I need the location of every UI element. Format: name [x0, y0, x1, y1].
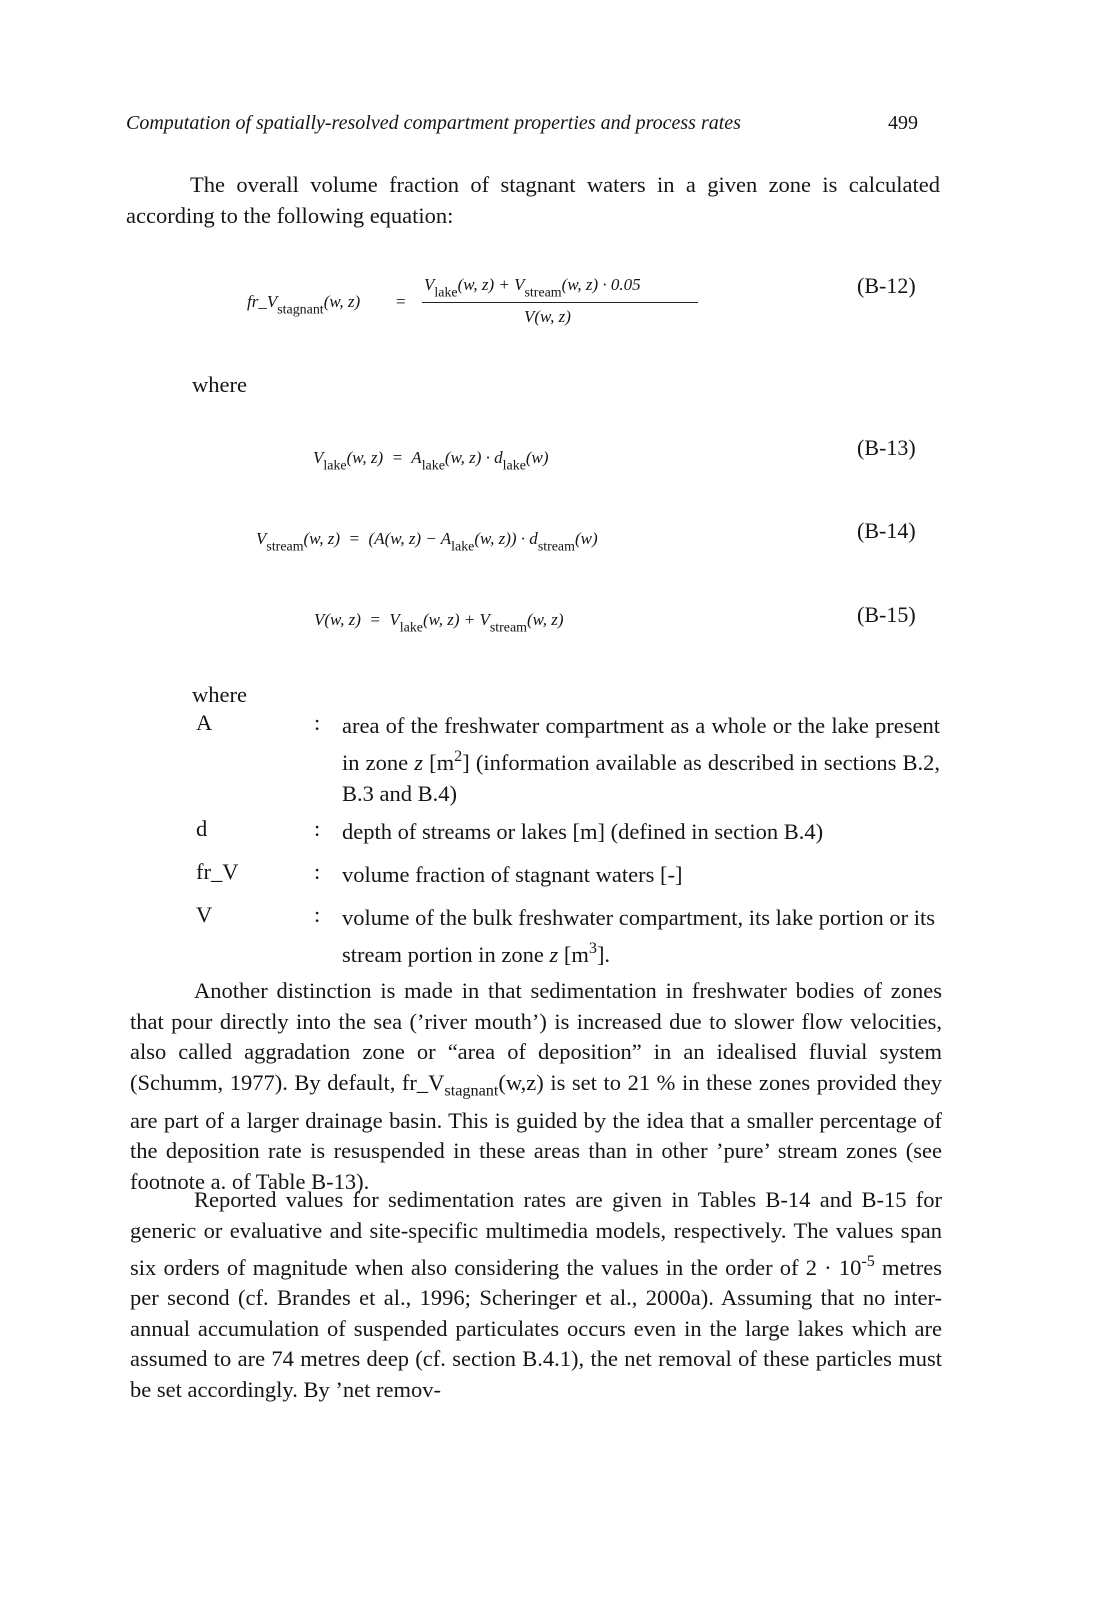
definition-colon: :	[314, 902, 321, 927]
definition-desc-d: depth of streams or lakes [m] (defined in section B.4)	[342, 819, 824, 844]
page-number: 499	[888, 112, 918, 134]
definition-term-d: d	[196, 816, 208, 841]
definition-colon: :	[314, 710, 321, 735]
definition-colon: :	[314, 859, 321, 884]
where-label-2: where	[192, 682, 247, 707]
eq-b15: V(w, $z) = V_{lake}(w$, $z) + V_{stream}(w$, z)	[314, 610, 564, 636]
definition-term-fr-v: fr_V	[196, 859, 239, 884]
eq-b13-label: (B-13)	[857, 435, 916, 460]
eq-b12-lhs: $fr\_V_{stagnant}(w$, z)	[247, 292, 361, 318]
eq-b13: $V_{lake}(w$, $z) = A_{lake}(w$, $z) \cdot d_{lake}(w)$	[313, 448, 549, 474]
eq-b12-fraction-bar	[422, 302, 698, 303]
definition-term-A: A	[196, 710, 213, 735]
eq-b12-numerator: $V_{lake}(w$, $z) + V_{stream}(w$, z) · 0.05	[424, 275, 641, 301]
body-paragraph-2: Reported values for sedimentation rates are given in Tables B-14 and B-15 for generic or evaluative and site-specific multimedia models, respectively. The values span six orders of magnitude when also considering the values in the order of $2 \cdot 10^{-5}$ metres per second (cf. Brandes et al., 1996; Scheringer et al., 2000a). Assuming that no inter-annual accumulation of suspended particulates occurs even in the large lakes which are assumed to are 74 metres deep (cf. section B.4.1), the net removal of these particles must be set accordingly. By ’net remov-	[130, 1187, 942, 1402]
body-paragraph-1: Another distinction is made in that sedimentation in freshwater bodies of zones that pour directly into the sea (’river mouth’) is increased due to slower flow velocities, also called aggradation zone or “area of deposition” in an idealised fluvial system (Schumm, 1977). By default, $fr\_V_{stagnant}(w,z)$ is set to 21 % in these zones provided they are part of a larger drainage basin. This is guided by the idea that a smaller percentage of the deposition rate is resuspended in these areas than in other ’pure’ stream zones (see footnote a. of Table B-13).	[130, 978, 942, 1194]
eq-b14: $V_{stream}(w$, z) = (A(w, $z) - A_{lake}(w$, $z)) \cdot d_{stream}(w)$	[256, 529, 598, 555]
where-label-1: where	[192, 372, 247, 397]
eq-b15-label: (B-15)	[857, 602, 916, 627]
intro-paragraph: The overall volume fraction of stagnant waters in a given zone is calculated according to the following equation:	[126, 172, 940, 228]
eq-b12-denominator: V(w, z)	[524, 307, 571, 326]
running-header-title: Computation of spatially-resolved compartment properties and process rates	[126, 112, 741, 134]
definition-desc-fr-v: volume fraction of stagnant waters [-]	[342, 862, 683, 887]
eq-b14-label: (B-14)	[857, 518, 916, 543]
definition-desc-A: area of the freshwater compartment as a whole or the lake present in zone z $[m^2]$ (information available as described in sections B.2, B.3 and B.4)	[342, 713, 940, 806]
eq-b12-equals: =	[396, 292, 406, 311]
definition-desc-V: volume of the bulk freshwater compartment, its lake portion or its stream portion in zone z $[m^3]$.	[342, 905, 935, 967]
definition-term-V: V	[196, 902, 213, 927]
eq-b12-label: (B-12)	[857, 273, 916, 298]
definition-colon: :	[314, 816, 321, 841]
